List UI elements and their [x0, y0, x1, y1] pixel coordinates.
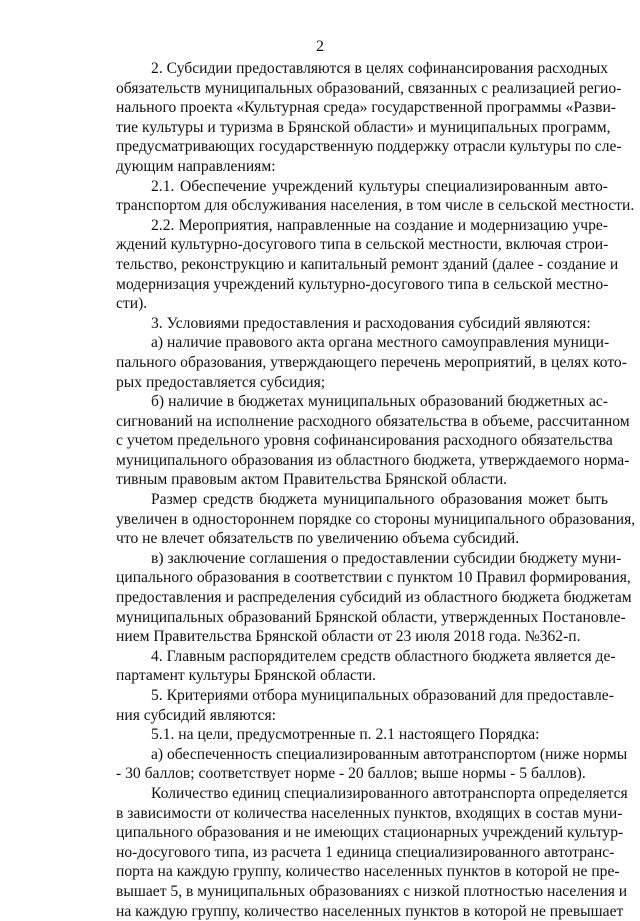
text-line: ципального образования в соответствии с пунктом 10 Правил формирования, [116, 569, 631, 587]
text-line: тие культуры и туризма в Брянской области» и муниципальных программ, [116, 118, 611, 136]
text-line: а) обеспеченность специализированным автотранспортом (ниже нормы [151, 745, 628, 763]
text-line: б) наличие в бюджетах муниципальных образований бюджетных ас- [151, 393, 608, 411]
text-line: предусматривающих государственную поддержку отрасли культуры по сле- [116, 138, 622, 156]
text-line: на каждую группу, количество населенных пунктов в которой не превышает [116, 902, 624, 920]
text-line: муниципальных образований Брянской области, утвержденных Постановле- [116, 608, 626, 626]
text-line: вышает 5, в муниципальных образованиях с низкой плотностью населения и [116, 882, 628, 900]
document-body [116, 59, 636, 921]
text-line: обязательств муниципальных образований, связанных с реализацией регио- [116, 79, 622, 97]
text-line: но-досугового типа, из расчета 1 единица специализированного автотранс- [116, 843, 615, 861]
text-line: ждений культурно-досугового типа в сельской местности, включая строи- [116, 236, 609, 254]
text-line: нального проекта «Культурная среда» государственной программы «Разви- [116, 99, 616, 117]
text-line: - 30 баллов; соответствует норме - 20 баллов; выше нормы - 5 баллов). [116, 765, 586, 783]
text-line: предоставления и распределения субсидий из областного бюджета бюджетам [116, 589, 632, 607]
text-line: 2.1. Обеспечение учреждений культуры специализированным авто- [151, 177, 608, 195]
text-line: ния субсидий являются: [116, 706, 276, 724]
paragraph-p2-1 [116, 177, 635, 216]
paragraph-p3-size [116, 490, 636, 549]
paragraph-p4 [116, 647, 616, 686]
page-number: 2 [316, 38, 324, 55]
text-line: муниципального образования из областного бюджета, утверждаемого норма- [116, 451, 630, 469]
text-line: сти). [116, 295, 148, 313]
text-line: 5.1. на цели, предусмотренные п. 2.1 настоящего Порядка: [151, 726, 540, 744]
paragraph-p2 [116, 59, 622, 177]
paragraph-p2-2 [116, 216, 619, 314]
text-line: порта на каждую группу, количество населенных пунктов в которой не пре- [116, 863, 620, 881]
paragraph-p3-v [116, 549, 632, 647]
text-line: в зависимости от количества населенных пунктов, входящих в состав муни- [116, 804, 623, 822]
paragraph-p5 [116, 686, 614, 725]
text-line: 4. Главным распорядителем средств областного бюджета является де- [151, 647, 616, 665]
text-line: в) заключение соглашения о предоставлении субсидии бюджету муни- [151, 549, 622, 567]
text-line: транспортом для обслуживания населения, в том числе в сельской местности. [116, 197, 635, 215]
text-line: с учетом предельного уровня софинансирования расходного обязательства [116, 432, 613, 450]
text-line: 3. Условиями предоставления и расходования субсидий являются: [151, 314, 591, 332]
text-line: пального образования, утверждающего перечень мероприятий, в целях кото- [116, 353, 627, 371]
text-line: рых предоставляется субсидия; [116, 373, 326, 391]
paragraph-p5-1-a [116, 745, 628, 784]
text-line: 2.2. Мероприятия, направленные на создание и модернизацию учре- [151, 216, 608, 234]
text-line: 2. Субсидии предоставляются в целях софинансирования расходных [151, 60, 608, 77]
text-line: нием Правительства Брянской области от 23 июля 2018 года. №362-п. [116, 628, 581, 646]
text-line: сигнований на исполнение расходного обязательства в объеме, рассчитанном [116, 412, 630, 430]
text-line: партамент культуры Брянской области. [116, 667, 377, 685]
text-line: тивным правовым актом Правительства Брянской области. [116, 471, 508, 489]
text-line: а) наличие правового акта органа местного самоуправления муници- [151, 334, 610, 352]
paragraph-p5-1 [116, 725, 608, 745]
paragraph-p3-b [116, 392, 630, 490]
text-line: что не влечет обязательств по увеличению объема субсидий. [116, 530, 520, 548]
text-line: ципального образования и не имеющих стационарных учреждений культур- [116, 824, 624, 842]
paragraph-p5-count [116, 784, 628, 921]
text-line: дующим направлениям: [116, 157, 276, 175]
text-line: модернизация учреждений культурно-досугового типа в сельской местно- [116, 275, 609, 293]
text-line: Количество единиц специализированного автотранспорта определяется [151, 784, 628, 802]
text-line: 5. Критериями отбора муниципальных образований для предоставле- [151, 687, 614, 704]
paragraph-p3-a [116, 333, 627, 392]
paragraph-p3 [116, 314, 608, 334]
text-line: тельство, реконструкцию и капитальный ремонт зданий (далее - создание и [116, 255, 619, 273]
text-line: увеличен в одностороннем порядке со стороны муниципального образования, [116, 510, 636, 528]
text-line: Размер средств бюджета муниципального образования может быть [151, 491, 608, 509]
